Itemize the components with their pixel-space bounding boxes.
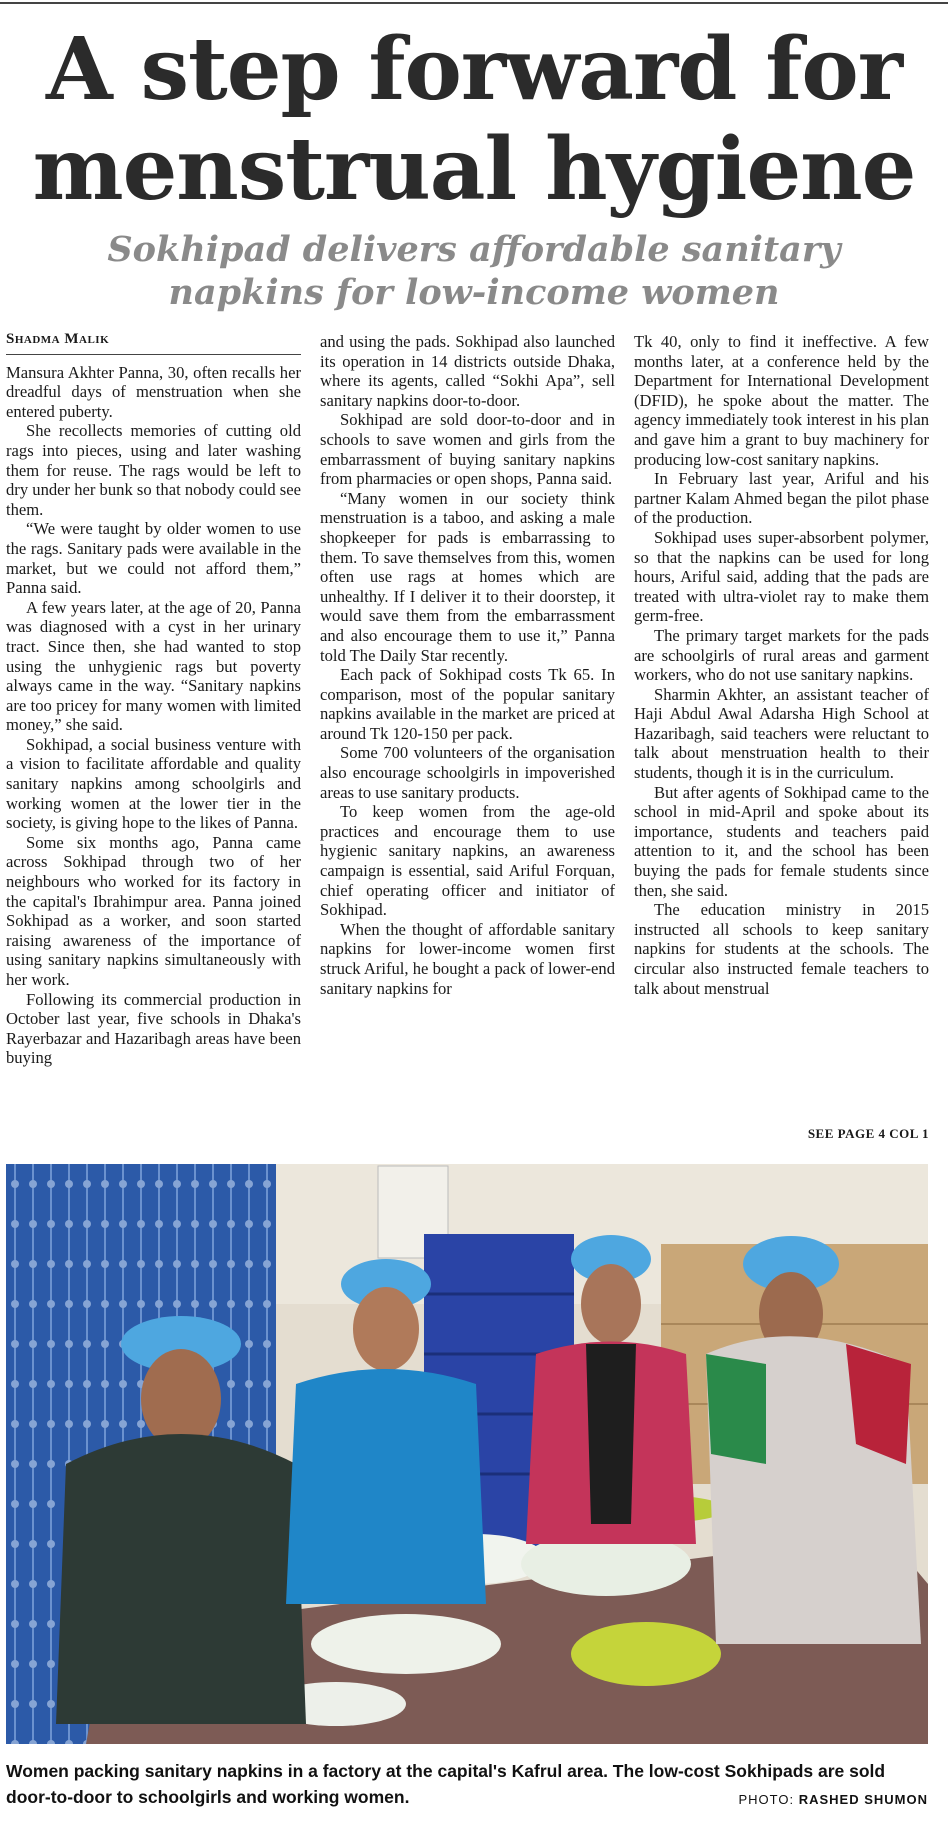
paragraph: Following its commercial production in October last year, five schools in Dhaka's Rayerbazar and Hazaribagh areas have been buying [6,989,301,1068]
paragraph: In February last year, Ariful and his partner Kalam Ahmed began the pilot phase of the production. [634,469,929,528]
paragraph: Some 700 volunteers of the organisation also encourage schoolgirls in impoverished areas to use sanitary products. [320,743,615,802]
subheadline-line-2: napkins for low-income women [168,272,780,313]
paragraph: and using the pads. Sokhipad also launched its operation in 14 districts outside Dhaka, where its agents, called “Sokhi Apa”, sell sanitary napkins door-to-door. [320,332,615,410]
continued-jump-line: SEE PAGE 4 COL 1 [807,1126,929,1141]
photo-credit [738,1792,928,1807]
paragraph: Sokhipad, a social business venture with a vision to facilitate affordable and quality sanitary napkins among schoolgirls and working women at the lower tier in the society, is giving hope to the likes of Panna. [6,734,301,833]
article-column-1 [6,330,301,1068]
subheadline-line-1: Sokhipad delivers affordable sanitary [107,229,841,270]
headline-line-1: A step forward for [45,19,903,120]
paragraph: But after agents of Sokhipad came to the school in mid-April and spoke about its importance, students and teachers paid attention to it, and the school has been buying the pads for female students since then, she said. [634,782,929,900]
paragraph: Some six months ago, Panna came across Sokhipad through two of her neighbours who worked for its factory in the capital's Ibrahimpur area. Panna joined Sokhipad as a worker, and soon started raising awareness of the importance of using sanitary napkins simultaneously with her work. [6,832,301,989]
article-column-2 [320,332,615,998]
paragraph: Tk 40, only to find it ineffective. A few months later, at a conference held by the Department for International Development (DFID), he spoke about the matter. The agency immediately took interest in his plan and gave him a grant to buy machinery for producing low-cost sanitary napkins. [634,332,929,469]
paragraph: The education ministry in 2015 instructed all schools to keep sanitary napkins for students at the schools. The circular also instructed female teachers to talk about menstrual [634,900,929,998]
photo-caption: Women packing sanitary napkins in a factory at the capital's Kafrul area. The low-cost Sokhipads are sold door-to-door to schoolgirls and working women. [6,1761,886,1807]
column-1-body [6,363,301,1068]
paragraph: Sokhipad are sold door-to-door and in schools to save women and girls from the embarrassment of buying sanitary napkins from pharmacies or open shops, Panna said. [320,410,615,489]
paragraph: “Many women in our society think menstruation is a taboo, and asking a male shopkeeper for pads is embarrassing to them. To save themselves from this, women often use rags at homes which are unhealthy. If I deliver it to their doorstep, it would save them from the embarrassment and also encourage them to use it,” Panna told The Daily Star recently. [320,488,615,665]
photo-credit-name: RASHED SHUMON [798,1792,928,1807]
subheadline [0,228,948,314]
paragraph: She recollects memories of cutting old rags into pieces, using and later washing them for reuse. The rags would be left to dry under her bunk so that nobody could see them. [6,421,301,519]
paragraph: To keep women from the age-old practices and encourage them to use hygienic sanitary napkins, an awareness campaign is essential, said Ariful Forquan, chief operating officer and initiator of Sokhipad. [320,802,615,920]
news-photo [6,1164,928,1744]
paragraph: Sharmin Akhter, an assistant teacher of Haji Abdul Awal Adarsha High School at Hazaribagh, said teachers were reluctant to talk about menstruation health to their students, though it is in the curriculum. [634,684,929,783]
paragraph: “We were taught by older women to use the rags. Sanitary pads were available in the market, but we could not afford them,” Panna said. [6,519,301,598]
photo-credit-label: PHOTO: [738,1792,795,1807]
article-column-3 [634,332,929,998]
paragraph: When the thought of affordable sanitary napkins for lower-income women first struck Ariful, he bought a pack of lower-end sanitary napkins for [320,919,615,998]
column-2-body [320,332,615,998]
headline [0,20,948,220]
top-rule [0,2,948,4]
paragraph: Sokhipad uses super-absorbent polymer, so that the napkins can be used for long hours, Ariful said, adding that the pads are treated with ultra-violet ray to make them germ-free. [634,527,929,626]
headline-line-2: menstrual hygiene [32,119,916,220]
photo-illustration [6,1164,928,1744]
paragraph: A few years later, at the age of 20, Panna was diagnosed with a cyst in her urinary tract. Since then, she had wanted to stop using the unhygienic rags but poverty always came in the way. “Sanitary napkins are too pricey for many women with limited money,” she said. [6,597,301,735]
paragraph: The primary target markets for the pads are schoolgirls of rural areas and garment workers, who do not use sanitary napkins. [634,625,929,685]
paragraph: Mansura Akhter Panna, 30, often recalls her dreadful days of menstruation when she entered puberty. [6,362,301,421]
paragraph: Each pack of Sokhipad costs Tk 65. In comparison, most of the popular sanitary napkins available in the market are priced at around Tk 120-150 per pack. [320,665,615,743]
byline: Shadma Malik [6,330,301,355]
column-3-body [634,332,929,998]
